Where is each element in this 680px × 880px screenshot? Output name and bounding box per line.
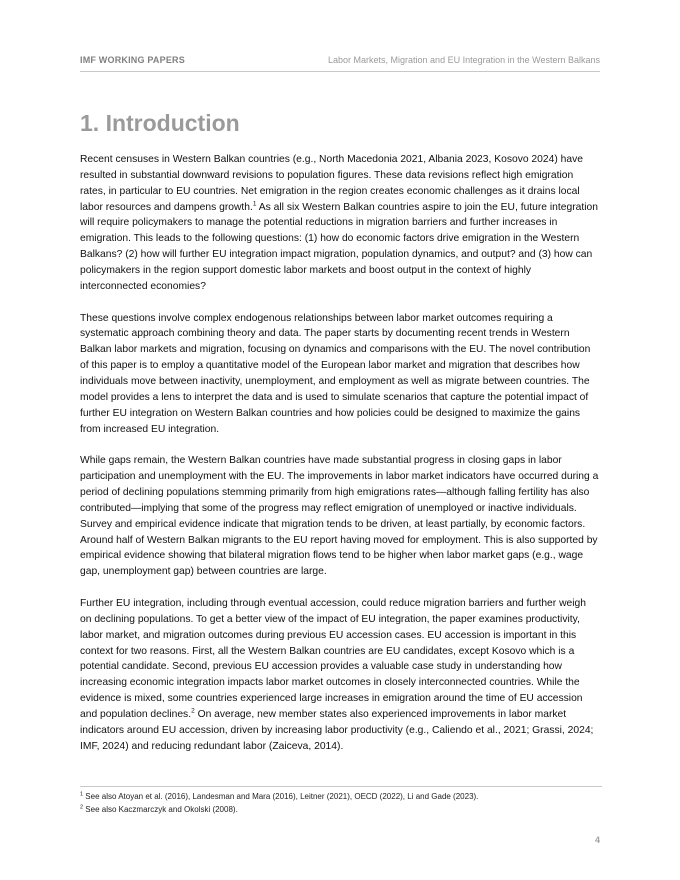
series-name: IMF WORKING PAPERS [80,55,185,65]
footnotes [80,791,602,816]
footnote-ref-2[interactable]: 2 [191,707,195,715]
footnote-1: $^1$ See also Atoyan et al. (2016), Landesman and Mara (2016), Leitner (2021), OECD (2022), Li and Gade (2023). [80,791,479,801]
body-text [80,152,600,771]
paper-running-title: Labor Markets, Migration and EU Integration in the Western Balkans [328,55,600,65]
footnote-ref-1[interactable]: 1 [252,200,257,208]
footnote-2: $^2$ See also Kaczmarczyk and Okolski (2008). [80,803,238,814]
running-header [80,55,600,72]
paragraph-4: Further EU integration, including through eventual accession, could reduce migration barriers and further weigh on declining populations. To get a better view of the impact of EU integration, the paper examines productivity, labor market, and migration outcomes during previous EU accession cases. EU accession is important in this context for two reasons. First, all the Western Balkan countries are EU candidates, except Kosovo which is a potential candidate. Second, previous EU accession provides a valuable case study in understanding how increasing economic integration impacts labor market outcomes in closely interconnected countries. While the evidence is mixed, some countries experienced large increases in emigration around the time of EU accession and population declines.$^2$ On average, new member states also experienced improvements in labor market indicators around EU accession, driven by increasing labor productivity (e.g., Caliendo et al., 2021; Grassi, 2024; IMF, 2024) and reducing redundant labor (Zaiceva, 2014). [80,598,594,752]
page-number: 4 [594,835,600,845]
paragraph-3: While gaps remain, the Western Balkan countries have made substantial progress in closing gaps in labor participation and unemployment with the EU. The improvements in labor market indicators have occurred during a period of declining populations stemming primarily from high emigrations rates—although falling fertility has also contributed—implying that some of the progress may reflect emigration of unemployed or inactive individuals. Survey and empirical evidence indicate that migration tends to be driven, at least partially, by economic factors. Around half of Western Balkan migrants to the EU report having moved for employment. This is also supported by empirical evidence showing that bilateral migration flows tend to be higher when labor market gaps (e.g., wage gap, unemployment gap) between countries are large. [80,455,599,578]
footnote-divider [80,786,602,787]
section-title: 1. Introduction [80,110,240,136]
paragraph-1: Recent censuses in Western Balkan countries (e.g., North Macedonia 2021, Albania 2023, Kosovo 2024) have resulted in substantial downward revisions to population figures. These data revisions reflect high emigration rates, in particular to EU countries. Net emigration in the region creates economic challenges as it drains local labor resources and dampens growth.$^1$ As all six Western Balkan countries aspire to join the EU, future integration will require policymakers to manage the potential reductions in migration barriers and further increases in emigration. This leads to the following questions: (1) how do economic factors drive emigration in the Western Balkans? (2) how will further EU integration impact migration, population dynamics, and output? and (3) how can policymakers in the region support domestic labor markets and boost output in the context of highly interconnected economies? [80,154,598,292]
paragraph-2: These questions involve complex endogenous relationships between labor market outcomes requiring a systematic approach combining theory and data. The paper starts by documenting recent trends in Western Balkan labor markets and migration, focusing on dynamics and comparisons with the EU. The novel contribution of this paper is to employ a quantitative model of the European labor market and migration that describes how individuals move between inactivity, unemployment, and employment as well as migrate between countries. The model provides a lens to interpret the data and is used to simulate scenarios that capture the potential impact of further EU integration on Western Balkan countries and how policies could be designed to maximize the gains from increased EU integration. [80,312,591,435]
